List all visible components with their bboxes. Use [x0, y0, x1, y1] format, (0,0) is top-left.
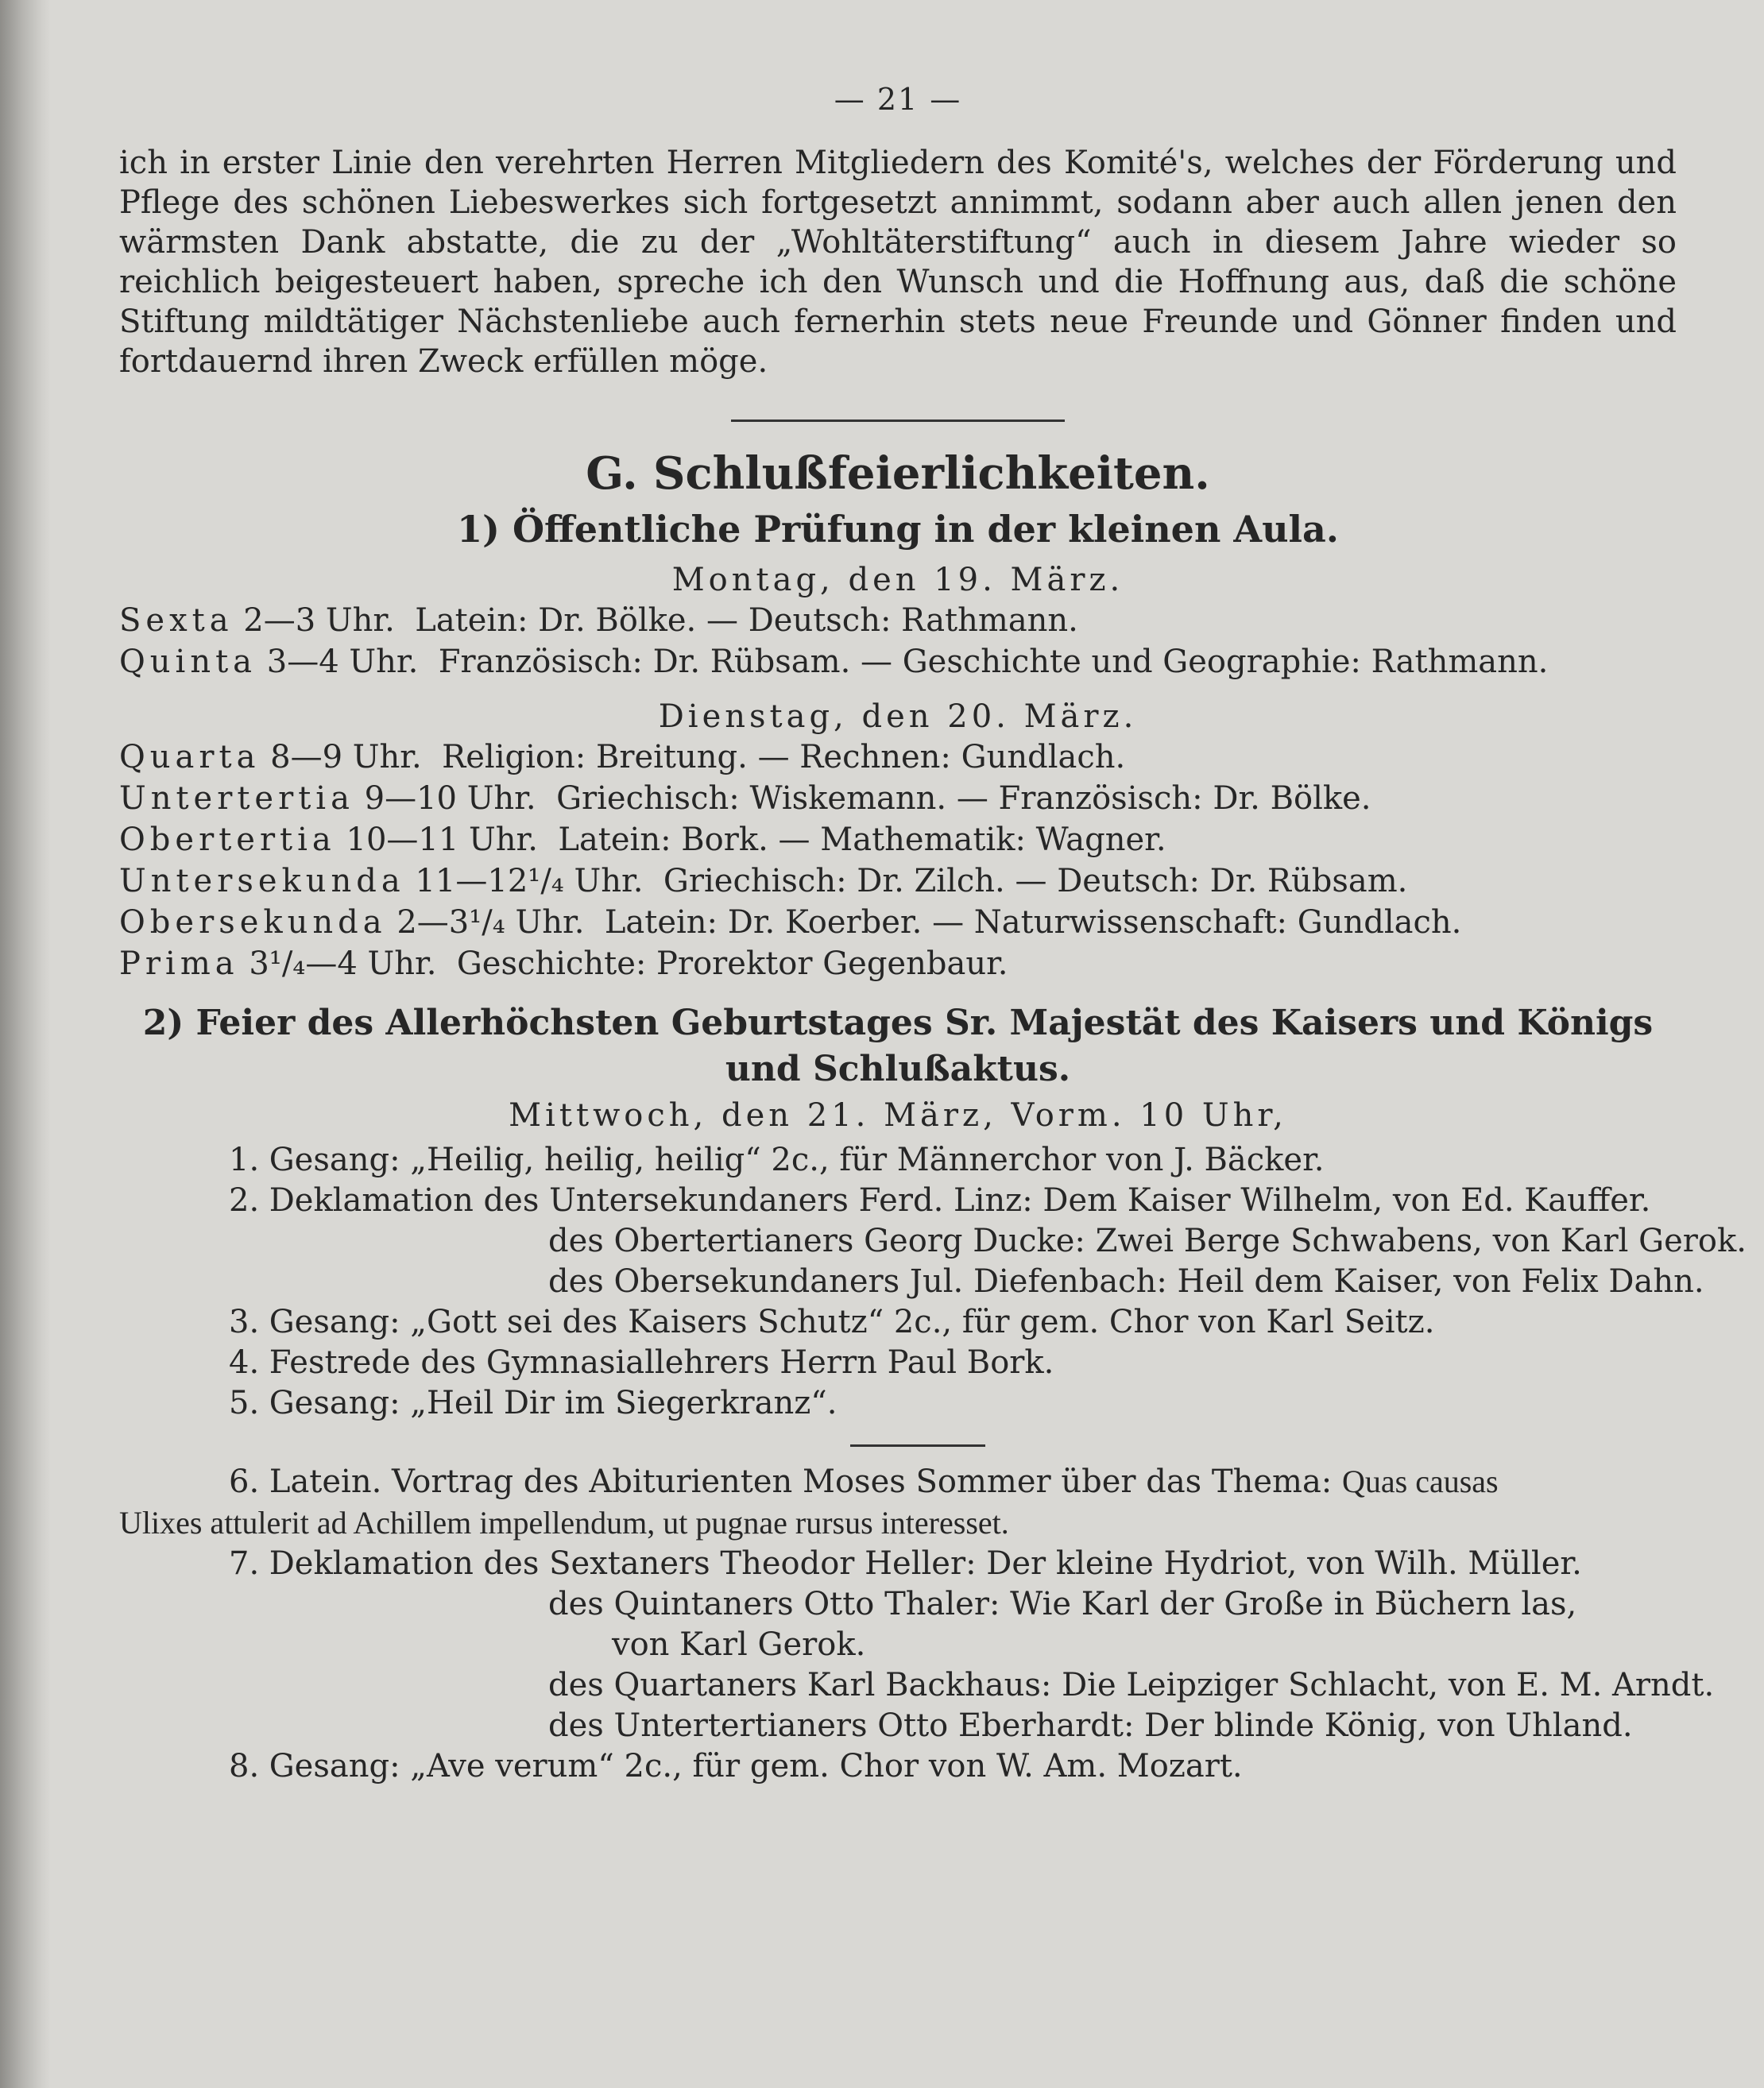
schedule-row: Untersekunda 11—12¹/₄ Uhr. Griechisch: Dr. Zilch. — Deutsch: Dr. Rübsam.	[119, 863, 1408, 899]
program-divider	[850, 1444, 985, 1447]
section-divider	[731, 420, 1065, 422]
schedule-row: Obertertia 10—11 Uhr. Latein: Bork. — Mathematik: Wagner.	[119, 822, 1166, 858]
program-item: 4. Festrede des Gymnasiallehrers Herrn Paul Bork.	[229, 1344, 1054, 1381]
part2-title	[119, 1000, 1677, 1092]
document-page	[119, 79, 1747, 2034]
part2-date: Mittwoch, den 21. März, Vorm. 10 Uhr,	[509, 1097, 1287, 1134]
page-number: — 21 —	[834, 82, 962, 117]
program-item-continuation: des Quintaners Otto Thaler: Wie Karl der Große in Büchern las,	[548, 1586, 1577, 1622]
intro-paragraph: ich in erster Linie den verehrten Herren Mitgliedern des Komité's, welches der Förderung und Pflege des schönen Liebeswerkes sich fortgesetzt annimmt, sodann aber auch allen jenen den wärmsten Dank abstatte, die zu der „Wohltäterstiftung“ auch in diesem Jahre wieder so reichlich beigesteuert haben, spreche ich den Wunsch und die Hoffnung aus, daß die schöne Stiftung mildtätiger Nächstenliebe auch fernerhin stets neue Freunde und Gönner finden und fortdauernd ihren Zweck erfüllen möge.	[119, 145, 1677, 380]
schedule-row: Quinta 3—4 Uhr. Französisch: Dr. Rübsam. — Geschichte und Geographie: Rathmann.	[119, 644, 1549, 680]
program-item: 8. Gesang: „Ave verum“ 2c., für gem. Chor von W. Am. Mozart.	[229, 1748, 1243, 1784]
program-item: 1. Gesang: „Heilig, heilig, heilig“ 2c., für Männerchor von J. Bäcker.	[229, 1142, 1325, 1178]
program-item: 5. Gesang: „Heil Dir im Siegerkranz“.	[229, 1385, 838, 1421]
part2-title-line1: 2) Feier des Allerhöchsten Geburtstages Sr. Majestät des Kaisers und Königs	[142, 1003, 1654, 1043]
program-item-continuation: des Untertertianers Otto Eberhardt: Der blinde König, von Uhland.	[548, 1707, 1633, 1744]
schedule-row: Prima 3¹/₄—4 Uhr. Geschichte: Prorektor Gegenbaur.	[119, 945, 1008, 982]
program-item: 3. Gesang: „Gott sei des Kaisers Schutz“ 2c., für gem. Chor von Karl Seitz.	[229, 1304, 1435, 1340]
program-item-continuation: des Quartaners Karl Backhaus: Die Leipziger Schlacht, von E. M. Arndt.	[548, 1667, 1715, 1703]
schedule-row: Quarta 8—9 Uhr. Religion: Breitung. — Rechnen: Gundlach.	[119, 739, 1126, 775]
schedule-row: Untertertia 9—10 Uhr. Griechisch: Wiskemann. — Französisch: Dr. Bölke.	[119, 780, 1371, 817]
part2-title-line2: und Schlußaktus.	[725, 1049, 1071, 1089]
section-title: G. Schlußfeierlichkeiten.	[586, 447, 1210, 500]
part1-title: 1) Öffentliche Prüfung in der kleinen Aula.	[457, 508, 1339, 551]
day2-schedule	[119, 737, 1677, 984]
program-list	[119, 1140, 1747, 1787]
schedule-row: Obersekunda 2—3¹/₄ Uhr. Latein: Dr. Koerber. — Naturwissenschaft: Gundlach.	[119, 904, 1462, 941]
program-item: 2. Deklamation des Untersekundaners Ferd. Linz: Dem Kaiser Wilhelm, von Ed. Kauffer.	[229, 1182, 1651, 1219]
program-item-continuation: des Obertertianers Georg Ducke: Zwei Berge Schwabens, von Karl Gerok.	[548, 1223, 1747, 1259]
program-item: 7. Deklamation des Sextaners Theodor Heller: Der kleine Hydriot, von Wilh. Müller.	[229, 1545, 1582, 1582]
program-item-continuation: von Karl Gerok.	[612, 1626, 866, 1663]
book-spine-shadow	[0, 0, 51, 2088]
schedule-row: Sexta 2—3 Uhr. Latein: Dr. Bölke. — Deutsch: Rathmann.	[119, 602, 1078, 639]
day1-schedule	[119, 600, 1677, 682]
program-item-continuation: des Obersekundaners Jul. Diefenbach: Heil dem Kaiser, von Felix Dahn.	[548, 1263, 1704, 1300]
day1-date: Montag, den 19. März.	[671, 562, 1124, 598]
day2-date: Dienstag, den 20. März.	[658, 698, 1138, 735]
program-item-latin-lecture: 6. Latein. Vortrag des Abiturienten Moses Sommer über das Thema: Quas causas Ulixes attulerit ad Achillem impellendum, ut pugnae rursus interesset.	[119, 1464, 1499, 1541]
